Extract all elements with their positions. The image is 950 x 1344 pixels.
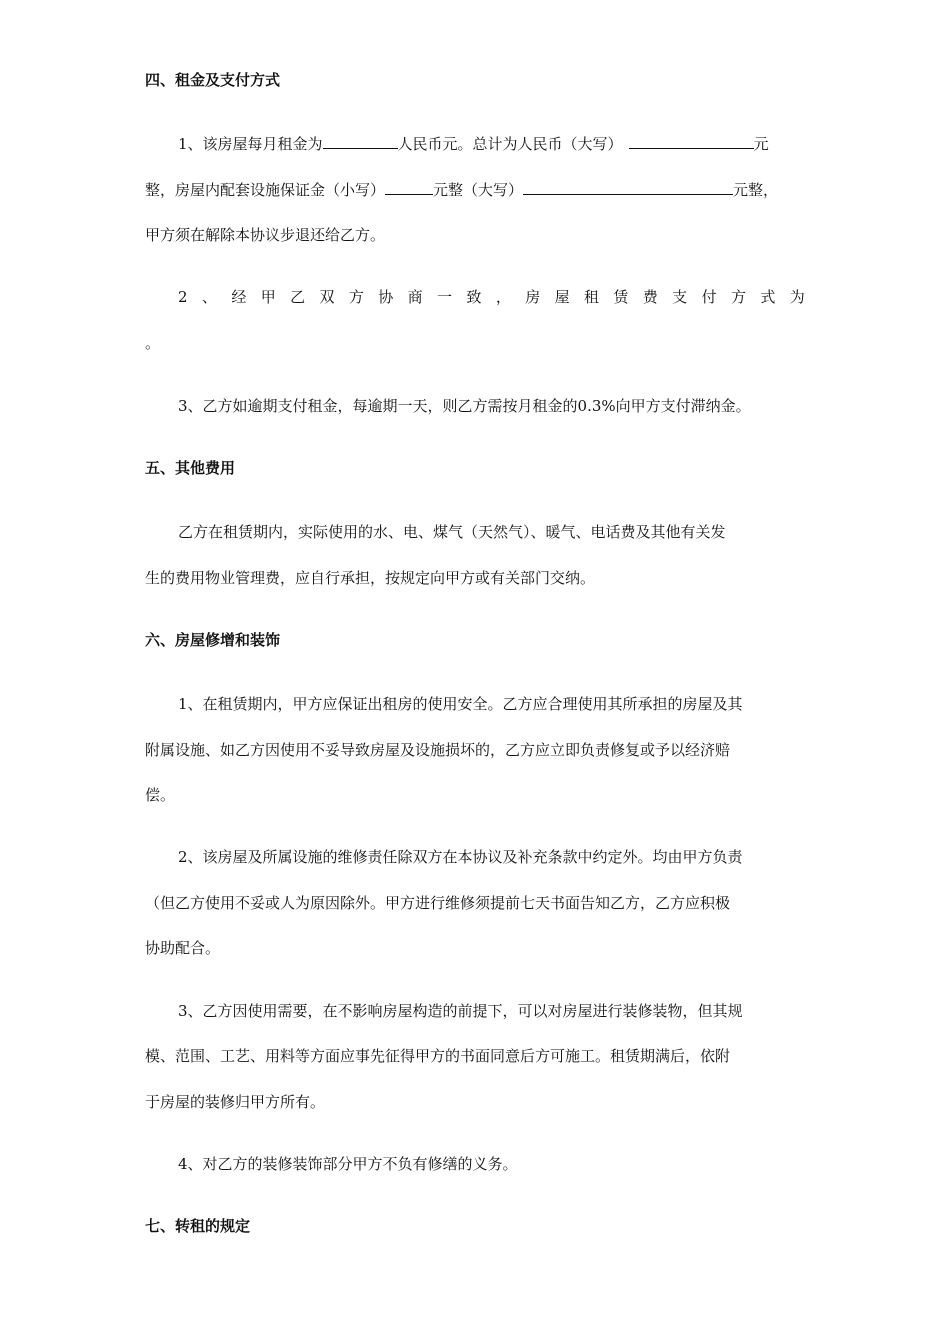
- deposit-large-blank: [523, 180, 733, 195]
- s6-p1-line3: 偿。: [145, 786, 176, 804]
- s4-p3: 3、乙方如逾期支付租金，每逾期一天，则乙方需按月租金的0.3%向甲方支付滞纳金。: [178, 397, 751, 415]
- s4-p1-line1: [178, 134, 769, 154]
- s4-p2-char: 商: [407, 288, 423, 306]
- s4-p2-char: 屋: [554, 288, 570, 306]
- s6-p1-line1: 1、在租赁期内，甲方应保证出租房的使用安全。乙方应合理使用其所承担的房屋及其: [178, 695, 743, 713]
- s4-p1-text-e: 元整（大写）: [433, 181, 524, 199]
- s4-p2-char: 一: [437, 288, 453, 306]
- deposit-small-blank: [385, 180, 433, 195]
- s4-p2-char: 致: [466, 288, 482, 306]
- s4-p2-char: 支: [672, 288, 688, 306]
- s4-p1-text-c: 元: [753, 135, 769, 153]
- s4-p2-char: 、: [201, 288, 217, 306]
- section-7-heading: 七、转租的规定: [145, 1217, 251, 1235]
- s5-p1-line1: 乙方在租赁期内，实际使用的水、电、煤气（天然气）、暖气、电话费及其他有关发: [178, 523, 726, 541]
- s4-p2-char: 方: [730, 288, 746, 306]
- s4-p1-text-d: 整，房屋内配套设施保证金（小写）: [145, 181, 386, 199]
- s4-p2-char: 式: [760, 288, 776, 306]
- s4-p2-char: 经: [231, 288, 247, 306]
- s6-p4: 4、对乙方的装修装饰部分甲方不负有修缮的义务。: [178, 1155, 518, 1173]
- section-5-heading: 五、其他费用: [145, 459, 236, 477]
- s4-p2-char: 协: [378, 288, 394, 306]
- s4-p1-line3: 甲方须在解除本协议步退还给乙方。: [145, 226, 386, 244]
- s6-p2-line1: 2、该房屋及所属设施的维修责任除双方在本协议及补充条款中约定外。均由甲方负责: [178, 848, 743, 866]
- s4-p2-char: 双: [319, 288, 335, 306]
- s6-p3-line1: 3、乙方因使用需要，在不影响房屋构造的前提下，可以对房屋进行装修装物，但其规: [178, 1002, 743, 1020]
- total-blank: [629, 134, 754, 149]
- s4-p2-char: ，: [495, 288, 511, 306]
- s6-p3-line3: 于房屋的装修归甲方所有。: [145, 1093, 326, 1111]
- s6-p3-line2: 模、范围、工艺、用料等方面应事先征得甲方的书面同意后方可施工。租赁期满后，依附: [145, 1047, 731, 1065]
- s4-p2-char: 赁: [613, 288, 629, 306]
- s4-p2-char: 付: [701, 288, 717, 306]
- s4-p2-line1: [178, 287, 805, 307]
- s4-p2-char: 方: [348, 288, 364, 306]
- s4-p2-char: 房: [525, 288, 541, 306]
- s6-p1-line2: 附属设施、如乙方因使用不妥导致房屋及设施损坏的，乙方应立即负责修复或予以经济赔: [145, 741, 731, 759]
- s4-p1-text-a: 1、该房屋每月租金为: [178, 135, 323, 153]
- s5-p1-line2: 生的费用物业管理费，应自行承担，按规定向甲方或有关部门交纳。: [145, 569, 596, 587]
- s4-p1-line2: [145, 180, 778, 200]
- s4-p1-text-b: 人民币元。总计为人民币（大写）: [397, 135, 623, 153]
- s4-p2-char: 乙: [290, 288, 306, 306]
- rent-blank: [323, 134, 398, 149]
- section-4-heading: 四、租金及支付方式: [145, 71, 281, 89]
- s4-p2-char: 2: [178, 288, 188, 306]
- s4-p2-line2: 。: [145, 334, 161, 352]
- s4-p2-char: 为: [789, 288, 805, 306]
- section-6-heading: 六、房屋修增和装饰: [145, 631, 281, 649]
- s6-p2-line3: 协助配合。: [145, 939, 221, 957]
- s6-p2-line2: （但乙方使用不妥或人为原因除外。甲方进行维修须提前七天书面告知乙方，乙方应积极: [145, 894, 731, 912]
- s4-p2-char: 费: [642, 288, 658, 306]
- s4-p2-char: 租: [584, 288, 600, 306]
- s4-p1-text-f: 元整，: [733, 181, 779, 199]
- s4-p2-char: 甲: [260, 288, 276, 306]
